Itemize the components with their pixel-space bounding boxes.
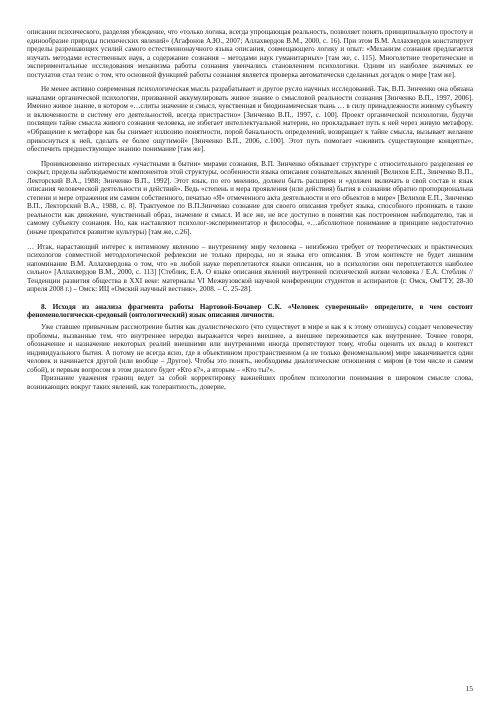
paragraph-consciousness-structure: Проникновению интересных «участными в бытии» мирами сознания, В.П. Зинченко обязывает структуре с относительного разделения ее сокрыт, пределы наблюдаемости компонентов этой структуры, особенности языка описания сознательных явлений [Велихов Е.П., Зинченко В.П., Лекторский В.А., 1988; Зинченко В.П., 1992]. Этот язык, по его мнению, должен быть расширен и «должен включать в свой состав и язык описания человеческой деятельности и действий». Ведь «степень и мера проявления (или действия) бытия в сознании обратно пропорциональна степени и мере отражения им самим собственного, печатью «Я» отмеченного акта деятельности и его объектов в мире» [Велихов Е.П., Зинченко В.П., Лекторский В.А., 1988, с. 8]. Трактуемое по В.П.Зинченко сознание для своего описания требует языка, способного проникать в такие реальности как движение, чувственный образ, значение и смысл. И все же, не все доступно в понятии как построенном наблюдателю, так и самому субъекту сознания. Но, как наставляют психолог-экспериментатор и философы, «…абсолютное понимание в принципе недостаточно (иначе прекратится развитие культуры) [там же, с.26].	[27, 159, 473, 237]
document-page	[27, 28, 473, 678]
paragraph-psychologic-language: описании психического, разделяя убеждение, что «только логика, всегда упрощающая реальность, позволяет понять принципиальную простоту и единообразие природы психических явлений» (Агафонов А.Ю., 2007; Аллахвердов В.М., 2000, с. 16). При этом В.М. Аллахвердов констатирует пределы разрешающих усилий самого естественнонаучного языка описания, совмещающего логику и опыт: «Механизм сознания предлагается изучать методами естественных наук, а содержание сознания – методами наук гуманитарных» [там же, с. 115]. Многолетние теоретические и экспериментальные исследования механизма работы сознания увенчались становлением психологики. Одним из наиболее значимых ее постулатов стал тезис о том, что основной функцией работы сознания является проверка автоматически сделанных догадок о мире [там же].	[27, 28, 473, 79]
paragraph-boundaries: Признание уважения границ ведет за собой корректировку важнейших проблем психологии понимания в широком смысле слова, возникающих вокруг таких явлений, как толерантность, доверие,	[27, 374, 473, 391]
page-number: 15	[465, 684, 473, 693]
paragraph-dualistic-being: Уже ставшее привычным рассмотрение бытия как дуалистического (что существует в мире и как я к этому отношусь) создает человечеству проблемы, вызванные тем, что внутреннее нередко выражается через внешнее, а внешнее переживается как внутреннее. Точнее говоря, обозначение и назначение некоторых реалий внешними или внутренними иногда препятствуют тому, чтобы оценить их вклад в контекст индивидуального бытия. А потому не всегда ясно, где в объективном пространственном (а не только феноменальном) мире заканчивается один человек и начинается другой (или вообще – Другое). Чтобы это понять, необходимы диалогические отношения с миром (в том числе и самим собой), и первым вопросом в этом диалоге будет «Кто я?», а вторым – «Кто ты?».	[27, 323, 473, 374]
paragraph-organic-psychology: Не менее активно современная психологическая мысль разрабатывает и другое русло научных исследований. Так, В.П. Зинченко она обязана началами органической психологии, призванной аккумулировать живое знание о смысловой реальности сознания [Зинченко В.П., 1997, 2006]. Именно живое знание, в котором «…слиты значение и смысл, чувственная и биодинамическая ткань … в силу принадлежности живому субъекту и включенности в систему его деятельностей, всегда пристрастно» [Зинченко В.П., 1997, с. 100]. Проект органической психологии, будучи посвящен тайне смысла живого сознания человека, не избегает интеллектуальной материи, но прокладывает путь к ней через живую метафору. «Обращение к метафоре как бы снимает иллюзию понятности, порой банальность определений, возвращает к тайне смысла, вызывает желание прикоснуться к ней, сделать ее более ощутимой» [Зинченко В.П., 2006, с.100]. Этот путь помогает «оживить существующие концепты», обеспечить предшествующее знанию понимание [там же].	[27, 85, 473, 154]
paragraph-inner-world-conclusion: … Итак, нарастающий интерес к интимному явлению – внутреннему миру человека – неизбежно требует от теоретических и практических психологов совместной методологической рефлексии не только природы, но и языка его описания. В этом контексте не будет лишним напоминание В.М. Аллахвердова о том, что «в любой науке переплетаются языки описания, но в психологии они переплетаются наиболее сильно» [Аллахвердов В.М., 2000, с. 113] [Стеблик, Е.А. О языке описания явлений внутренней психической жизни человека / Е.А. Стеблик // Тенденции развития общества в XXI веке: материалы VI Межвузовской научной конференции студентов и аспирантов (г. Омск, ОмГТУ, 28-30 апреля 2008 г.) – Омск: ИЦ «Омский научный вестник», 2008. – С. 25-28].	[27, 242, 473, 294]
question-heading: 8. Исходя из анализа фрагмента работы Нартовой-Бочавер С.К. «Человек суверенный» определите, в чем состоит феноменологически-средовый (онтологический) язык описания личности.	[27, 301, 473, 320]
